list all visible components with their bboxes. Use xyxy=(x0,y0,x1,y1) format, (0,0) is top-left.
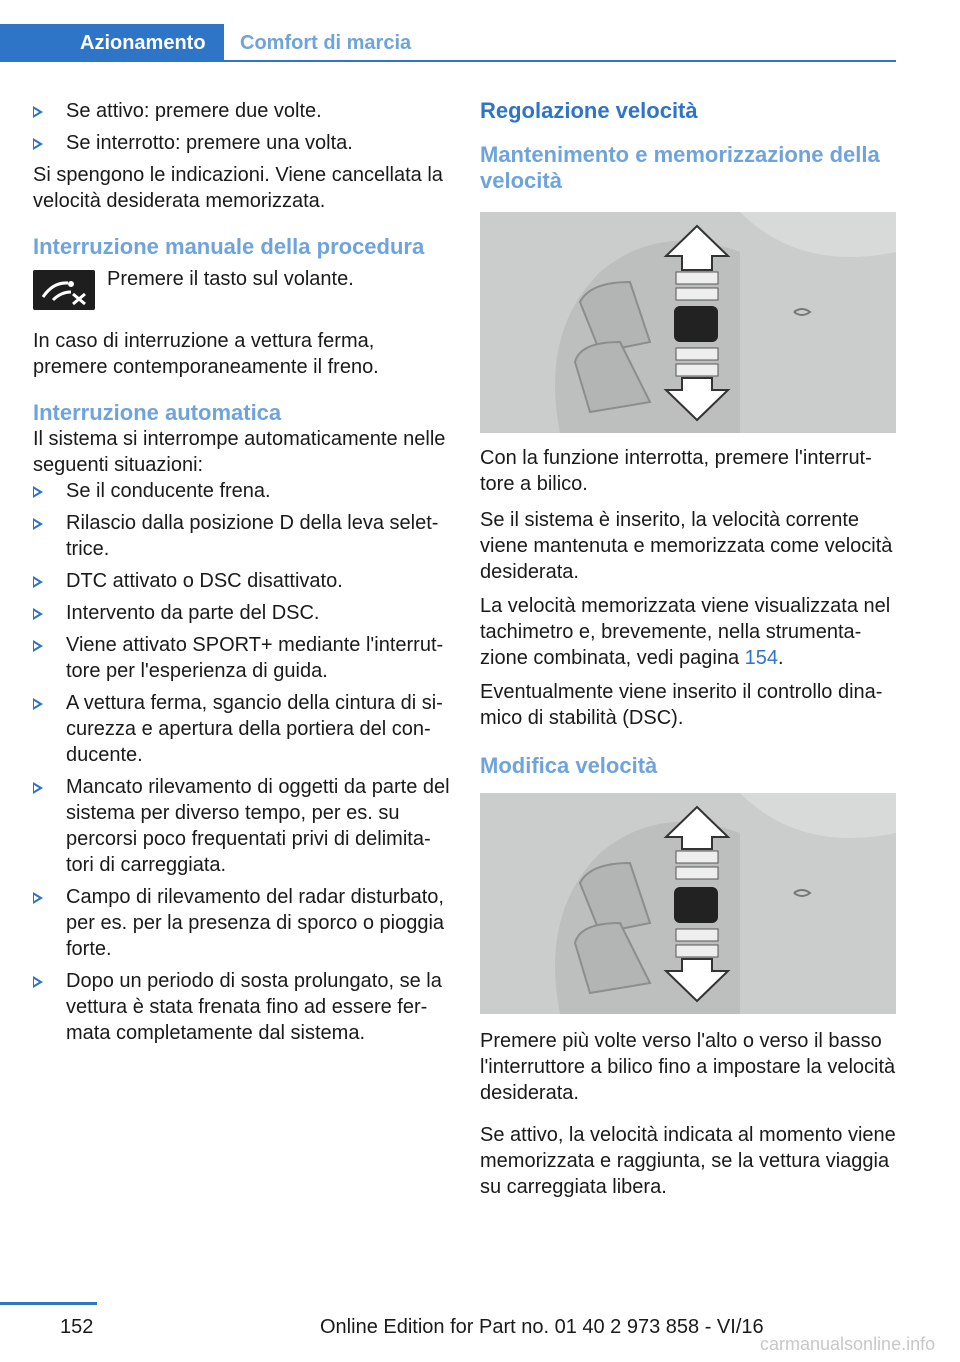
heading-change-speed: Modifica velocità xyxy=(480,753,658,778)
list-item: Viene attivato SPORT+ mediante l'interrut-tore per l'esperienza di guida. xyxy=(33,632,450,684)
triangle-bullet-icon xyxy=(33,608,43,620)
header-rule xyxy=(224,60,896,62)
paragraph: In caso di interruzione a vettura ferma, premere contemporaneamente il freno. xyxy=(33,330,379,378)
list-item: Campo di rilevamento del radar disturbato, per es. per la presenza di sporco o pioggia forte. xyxy=(33,884,450,962)
right-column xyxy=(480,98,896,1200)
steering-wheel-rocker-image-2 xyxy=(480,793,896,1014)
left-column xyxy=(33,98,450,1052)
paragraph: Il sistema si interrompe automaticamente nelle seguenti situazioni: xyxy=(33,428,446,476)
list-item: Intervento da parte del DSC. xyxy=(33,600,450,626)
heading-automatic-interruption: Interruzione automatica xyxy=(33,400,282,425)
paragraph: Premere più volte verso l'alto o verso il basso l'interruttore a bilico fino a impostare la velocità desiderata. xyxy=(480,1030,896,1104)
list-item: Se attivo: premere due volte. xyxy=(33,98,450,124)
triangle-bullet-icon xyxy=(33,782,43,794)
manual-button-row xyxy=(33,270,450,318)
footer-rule xyxy=(0,1302,97,1305)
bullet-list-top xyxy=(33,98,450,156)
paragraph: Eventualmente viene inserito il controllo dina-mico di stabilità (DSC). xyxy=(480,681,883,729)
paragraph: Con la funzione interrotta, premere l'interrut-tore a bilico. xyxy=(480,447,872,495)
bullet-list-auto xyxy=(33,478,450,1046)
edition-text: Online Edition for Part no. 01 40 2 973 858 - VI/16 xyxy=(320,1316,764,1338)
list-item: Dopo un periodo di sosta prolungato, se la vettura è stata frenata fino ad essere fer-mata completamente dal sistema. xyxy=(33,968,450,1046)
triangle-bullet-icon xyxy=(33,576,43,588)
list-item: A vettura ferma, sgancio della cintura di si-curezza e apertura della portiera del con-ducente. xyxy=(33,690,450,768)
tab-azionamento[interactable]: Azionamento xyxy=(0,24,224,62)
heading-maintain-store-speed: Mantenimento e memorizzazione della velocità xyxy=(480,142,880,193)
list-item: Mancato rilevamento di oggetti da parte del sistema per diverso tempo, per es. su percorsi poco frequentati privi di delimita-tori di carreggiata. xyxy=(33,774,450,878)
triangle-bullet-icon xyxy=(33,892,43,904)
page-number: 152 xyxy=(60,1316,94,1338)
heading-speed-regulation: Regolazione velocità xyxy=(480,98,698,123)
paragraph: Se attivo, la velocità indicata al momento viene memorizzata e raggiunta, se la vettura viaggia su carreggiata libera. xyxy=(480,1124,896,1198)
paragraph: Si spengono le indicazioni. Viene cancellata la velocità desiderata memorizzata. xyxy=(33,164,443,212)
list-item: Se il conducente frena. xyxy=(33,478,450,504)
list-item: DTC attivato o DSC disattivato. xyxy=(33,568,450,594)
triangle-bullet-icon xyxy=(33,486,43,498)
cruise-control-button-icon xyxy=(33,270,95,310)
triangle-bullet-icon xyxy=(33,106,43,118)
triangle-bullet-icon xyxy=(33,698,43,710)
triangle-bullet-icon xyxy=(33,518,43,530)
manual-instruction: Premere il tasto sul volante. xyxy=(107,268,354,290)
steering-wheel-rocker-image xyxy=(480,212,896,433)
triangle-bullet-icon xyxy=(33,976,43,988)
paragraph: La velocità memorizzata viene visualizzata nel tachimetro e, brevemente, nella strumenta-zione combinata, vedi pagina 154. xyxy=(480,595,891,669)
paragraph: Se il sistema è inserito, la velocità corrente viene mantenuta e memorizzata come velocità desiderata. xyxy=(480,509,893,583)
heading-manual-interruption: Interruzione manuale della procedura xyxy=(33,234,425,259)
watermark: carmanualsonline.info xyxy=(760,1334,936,1354)
triangle-bullet-icon xyxy=(33,138,43,150)
list-item: Rilascio dalla posizione D della leva selet-trice. xyxy=(33,510,450,562)
page-link-154[interactable]: 154 xyxy=(744,647,778,669)
tab-comfort-di-marcia[interactable]: Comfort di marcia xyxy=(240,32,412,54)
triangle-bullet-icon xyxy=(33,640,43,652)
list-item: Se interrotto: premere una volta. xyxy=(33,130,450,156)
